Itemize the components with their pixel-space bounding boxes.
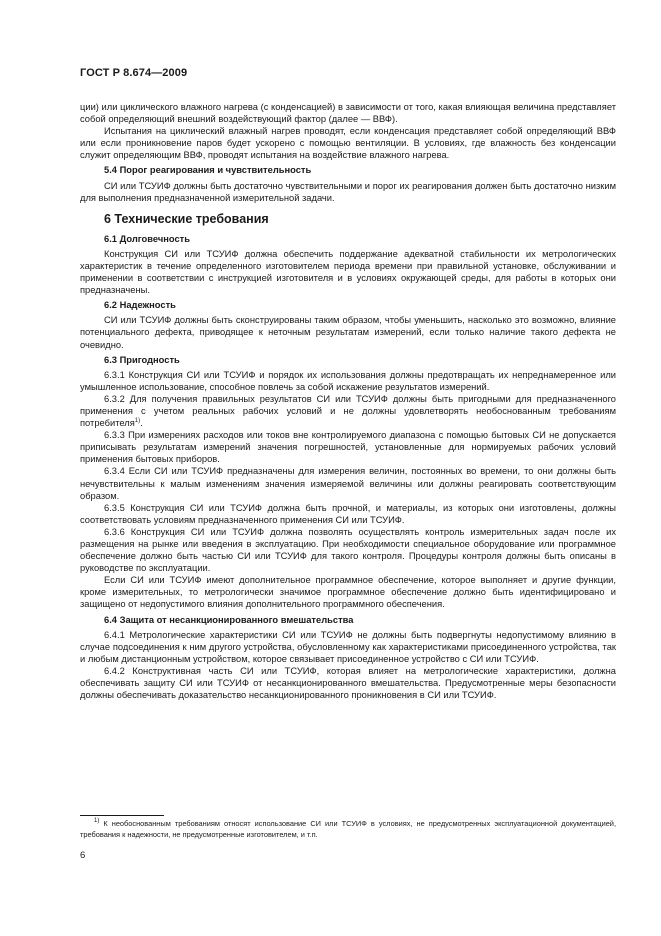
- footnote-reference: 1): [134, 418, 141, 425]
- block-text: 6.2 Надежность: [104, 300, 176, 311]
- paragraph: [80, 180, 616, 204]
- block-text: 6 Технические требования: [104, 211, 269, 226]
- footnote-text: К необоснованным требованиям относят использование СИ или ТСУИФ в условиях, не предусмотренных эксплуатационной документацией, требования к надежности, не предусмотренные изготовителем, и т.п.: [80, 819, 616, 839]
- block-text: Испытания на циклический влажный нагрев проводят, если конденсация представляет собой определяющий ВВФ или если проникновение паров будет ускорено с помощью вентиляции. В условиях, где влажность без конденсации служит определяющим ВВФ, проводят испытания на воздействие влажного нагрева.: [80, 126, 616, 161]
- block-text: 6.3.1 Конструкция СИ или ТСУИФ и порядок их использования должны предотвращать их непреднамеренное или умышленное использование, способное повлечь за собой искажение результатов измерений.: [80, 369, 616, 392]
- block-text: 6.1 Долговечность: [104, 233, 190, 244]
- block-text: 6.3.5 Конструкция СИ или ТСУИФ должна быть прочной, и материалы, из которых они изготовлены, должны соответствовать условиям предназначенного применения СИ или ТСУИФ.: [80, 502, 616, 525]
- document-body: [80, 101, 616, 701]
- block-text: 6.3.2 Для получения правильных результатов СИ или ТСУИФ должны быть пригодными для предназначенного применения с учетом реальных рабочих условий и не должны удовлетворять необоснованным требованиям потребителя: [80, 393, 616, 429]
- section-heading: [80, 212, 616, 226]
- paragraph: [80, 393, 616, 429]
- subsection-heading: [80, 354, 616, 366]
- block-text: СИ или ТСУИФ должны быть достаточно чувствительными и порог их реагирования должен быть достаточно низким для выполнения предназначенной измерительной задачи.: [80, 180, 616, 203]
- paragraph: [80, 125, 616, 161]
- paragraph: [80, 369, 616, 393]
- document-page: [80, 0, 616, 936]
- paragraph: [80, 248, 616, 296]
- block-text: 5.4 Порог реагирования и чувствительность: [104, 165, 312, 176]
- block-text: Конструкция СИ или ТСУИФ должна обеспечить поддержание адекватной стабильности их метрологических характеристик в течение определенного изготовителем периода времени при правильной установке, обслуживании и применении в соответствии с инструкцией изготовителя и в условиях окружающей среды, для работы в которых они предназначены.: [80, 248, 616, 296]
- footnote: [80, 819, 616, 840]
- standard-header: ГОСТ Р 8.674—2009: [80, 67, 188, 79]
- block-text: 6.4 Защита от несанкционированного вмешательства: [104, 614, 354, 625]
- paragraph: [80, 314, 616, 350]
- paragraph: [80, 429, 616, 465]
- paragraph: [80, 629, 616, 665]
- footnote-marker: 1): [94, 818, 100, 824]
- block-text: 6.3.6 Конструкция СИ или ТСУИФ должна позволять осуществлять контроль измерительных задач после их размещения на рынке или введения в эксплуатацию. При необходимости специальное оборудование или программное обеспечение должно быть частью СИ или ТСУИФ для такого контроля. Процедуры контроля должны быть описаны в руководстве по эксплуатации.: [80, 526, 616, 574]
- paragraph: [80, 465, 616, 501]
- paragraph: [80, 101, 616, 125]
- block-text: СИ или ТСУИФ должны быть сконструированы таким образом, чтобы уменьшить, насколько это возможно, влияние потенциального дефекта, приводящее к неточным результатам измерений, если только наличие такого дефекта не очевидно.: [80, 315, 616, 350]
- footnote-divider: [80, 815, 164, 816]
- paragraph: [80, 574, 616, 610]
- block-text: 6.4.2 Конструктивная часть СИ или ТСУИФ, которая влияет на метрологические характеристики, должна обеспечивать защиту СИ или ТСУИФ от несанкционированного вмешательства. Предусмотренные меры безопасности должны обеспечивать доказательство несанкционированного проникновения в СИ или ТСУИФ.: [80, 665, 616, 701]
- block-text: 6.4.1 Метрологические характеристики СИ или ТСУИФ не должны быть подвергнуты недопустимому влиянию в случае подсоединения к ним другого устройства, обусловленному как характеристиками присоединенного устройства, так и любым дистанционным устройством, которое связывает присоединенное устройство с СИ или ТСУИФ.: [80, 629, 616, 664]
- subsection-heading: [80, 299, 616, 311]
- block-text: 6.3.4 Если СИ или ТСУИФ предназначены для измерения величин, постоянных во времени, то они должны быть нечувствительны к малым изменениям значения измеряемой величины или должны реагировать соответствующим образом.: [80, 466, 616, 501]
- subsection-heading: [80, 614, 616, 626]
- paragraph: [80, 665, 616, 701]
- block-text: Если СИ или ТСУИФ имеют дополнительное программное обеспечение, которое выполняет и другие функции, кроме измерительных, то метрологически значимое программное обеспечение должно быть идентифицировано и защищено от недопустимого влияния дополнительного программного обеспечения.: [80, 575, 616, 610]
- block-text: 6.3 Пригодность: [104, 354, 180, 365]
- subsection-heading: [80, 233, 616, 245]
- page-number: 6: [80, 850, 86, 861]
- block-text-tail: .: [140, 418, 143, 429]
- block-text: 6.3.3 При измерениях расходов или токов вне контролируемого диапазона с помощью бытовых СИ не допускается приписывать результатам измерений значения погрешностей, установленные для нормируемых рабочих условий применения бытовых приборов.: [80, 430, 616, 465]
- block-text: ции) или циклического влажного нагрева (с конденсацией) в зависимости от того, какая влияющая величина представляет собой определяющий внешний воздействующий фактор (далее — ВВФ).: [80, 102, 616, 125]
- paragraph: [80, 502, 616, 526]
- subsection-heading: [80, 164, 616, 176]
- paragraph: [80, 526, 616, 574]
